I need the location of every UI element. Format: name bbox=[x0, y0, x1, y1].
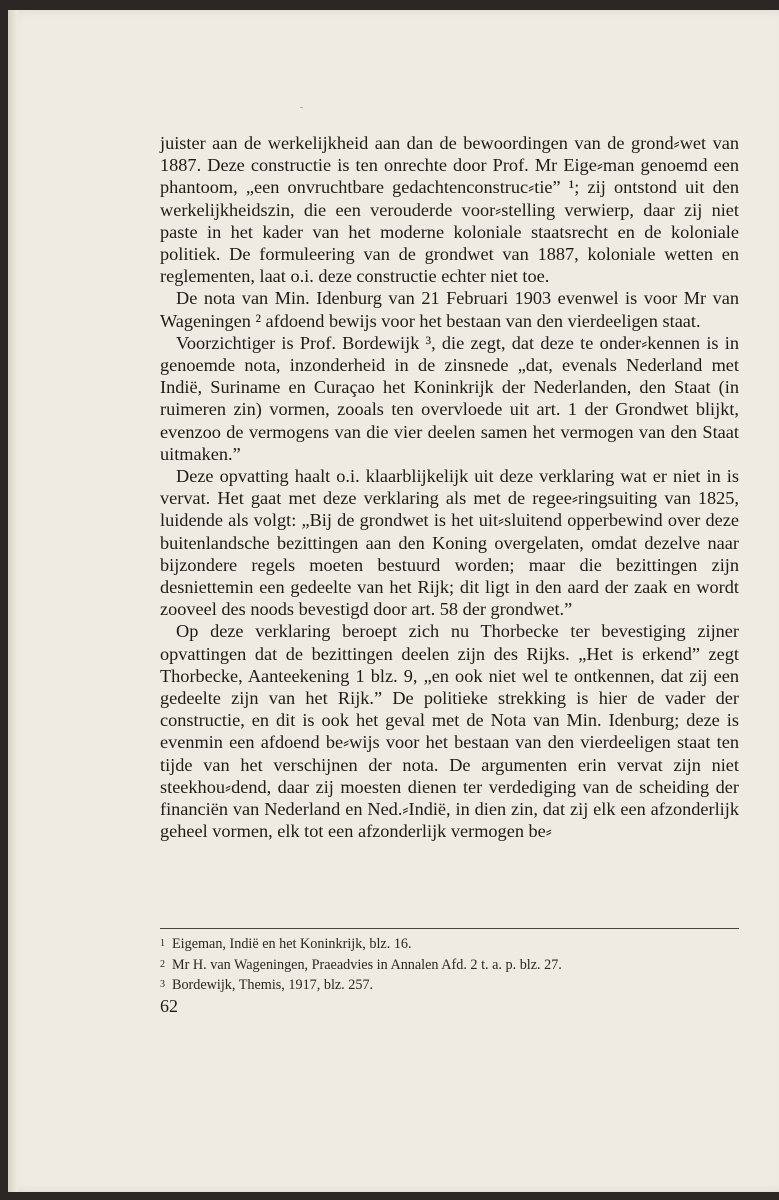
footnote-number: 1 bbox=[160, 938, 165, 949]
footnotes bbox=[160, 934, 739, 996]
paragraph: juister aan de werkelijkheid aan dan de bewoordingen van de grond⸗wet van 1887. Deze constructie is ten onrechte door Prof. Mr Eige⸗man genoemd een phantoom, „een onvruchtbare gedachtenconstruc⸗tie” ¹; zij ontstond uit den werkelijkheidszin, die een verouderde voor⸗stelling verwierp, daar zij niet paste in het kader van het moderne koloniale staatsrecht en de koloniale politiek. De formuleering van de grondwet van 1887, koloniale wetten en reglementen, laat o.i. deze constructie echter niet toe. bbox=[160, 133, 739, 287]
footnote-text: Eigeman, Indië en het Koninkrijk, blz. 16. bbox=[172, 936, 412, 952]
footnote bbox=[160, 955, 739, 976]
paragraph: De nota van Min. Idenburg van 21 Februari 1903 evenwel is voor Mr van Wageningen ² afdoend bewijs voor het bestaan van den vierdeeligen staat. bbox=[160, 288, 739, 331]
page-speck bbox=[300, 107, 303, 108]
footnote-number: 2 bbox=[160, 958, 165, 970]
paragraph: Voorzichtiger is Prof. Bordewijk ³, die zegt, dat deze te onder⸗kennen is in genoemde nota, inzonderheid in de zinsnede „dat, evenals Nederland met Indië, Suriname en Curaçao het Koninkrijk der Nederlanden, den Staat (in ruimeren zin) vormen, zooals ten overvloede uit art. 1 der Grondwet blijkt, evenzoo de vermogens van die vier deelen samen het vermogen van den Staat uitmaken.” bbox=[160, 332, 739, 464]
page-gutter bbox=[8, 10, 18, 1192]
body-text bbox=[160, 132, 739, 843]
footnote bbox=[160, 934, 739, 955]
footnote-text: Bordewijk, Themis, 1917, blz. 257. bbox=[172, 977, 374, 993]
footnote-number: 3 bbox=[160, 979, 165, 990]
paragraph: Deze opvatting haalt o.i. klaarblijkelijk uit deze verklaring wat er niet in is vervat. Het gaat met deze verklaring als met de regee⸗ringsuiting van 1825, luidende als volgt: „Bij de grondwet is het uit⸗sluitend opperbewind over deze buitenlandsche bezittingen aan den Koning overgelaten, omdat dezelve naar bijzondere regels moeten bestuurd worden; maar die bezittingen zijn desniettemin een gedeelte van het Rijk; dit ligt in den aard der zaak en wordt zooveel des noods bevestigd door art. 58 der grondwet.” bbox=[160, 466, 739, 620]
paragraph: Op deze verklaring beroept zich nu Thorbecke ter bevestiging zijner opvattingen dat de bezittingen deelen zijn des Rijks. „Het is erkend” zegt Thorbecke, Aanteekening 1 blz. 9, „en ook niet wel te ontkennen, dat zij een gedeelte zijn van het Rijk.” De politieke strekking is hier de vader der constructie, en dit is ook het geval met de Nota van Min. Idenburg; deze is evenmin een afdoend be⸗wijs voor het bestaan van den vierdeeligen staat ten tijde van het verschijnen der nota. De argumenten erin vervat zijn niet steekhou⸗dend, daar zij moesten dienen ter verdediging van de scheiding der financiën van Nederland en Ned.⸗Indië, in dien zin, dat zij elk een afzonderlijk geheel vormen, elk tot een afzonderlijk vermogen be⸗ bbox=[160, 621, 739, 842]
footnote-divider bbox=[160, 928, 739, 929]
footnote bbox=[160, 975, 739, 996]
page-number: 62 bbox=[160, 996, 178, 1016]
footnote-text: Mr H. van Wageningen, Praeadvies in Annalen Afd. 2 t. a. p. blz. 27. bbox=[172, 956, 562, 973]
